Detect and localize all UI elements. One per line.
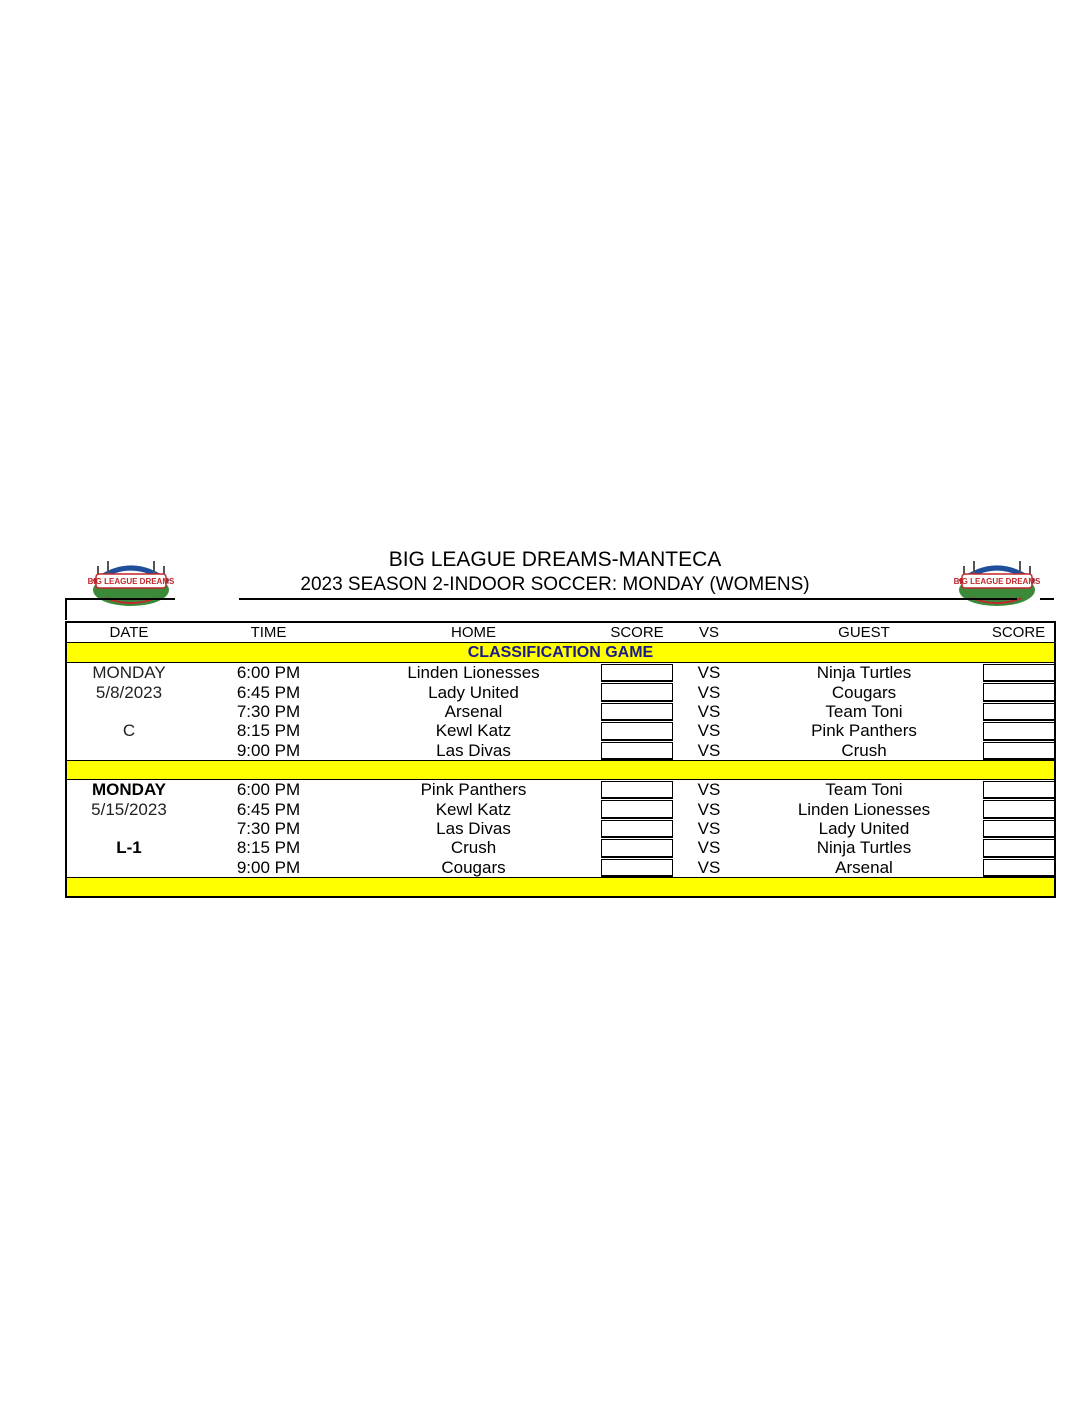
game-time: 8:15 PM [236,721,301,741]
vs-label: VS [697,682,721,702]
guest-score-box[interactable] [983,779,1055,799]
page-subtitle: 2023 SEASON 2-INDOOR SOCCER: MONDAY (WOMENS) [300,574,810,595]
home-score-box[interactable] [601,858,673,878]
guest-score-box[interactable] [983,858,1055,878]
home-score-box[interactable] [601,819,673,838]
game-time: 9:00 PM [236,857,301,877]
vs-label: VS [697,838,721,858]
home-team: Pink Panthers [420,780,527,800]
date-cell: MONDAY [92,663,166,683]
game-row [66,682,1055,701]
guest-team: Lady United [818,818,910,838]
guest-team: Team Toni [825,701,903,721]
date-cell: 5/15/2023 [91,799,167,819]
guest-team: Team Toni [825,780,903,800]
game-row [66,838,1055,857]
vs-label: VS [697,663,721,683]
col-header-home-score: SCORE [601,622,673,643]
guest-score-box[interactable] [983,702,1055,721]
vs-label: VS [697,799,721,819]
home-score-box[interactable] [601,702,673,721]
guest-team: Ninja Turtles [816,663,912,683]
game-time: 6:00 PM [236,663,301,683]
col-header-guest: GUEST [745,622,983,643]
col-header-vs: VS [673,622,745,643]
home-team: Arsenal [444,701,503,721]
col-header-home: HOME [346,622,601,643]
game-row [66,799,1055,818]
col-header-guest-score: SCORE [983,622,1055,643]
home-team: Cougars [441,857,506,877]
page-title: BIG LEAGUE DREAMS-MANTECA [388,548,722,571]
home-score-box[interactable] [601,779,673,799]
svg-text:BIG LEAGUE DREAMS: BIG LEAGUE DREAMS [953,577,1041,586]
week-separator-row [66,877,1055,897]
guest-team: Arsenal [835,857,893,877]
guest-score-box[interactable] [983,682,1055,701]
home-team: Linden Lionesses [407,663,540,683]
home-team: Las Divas [436,818,511,838]
guest-score-box[interactable] [983,799,1055,818]
game-time: 6:00 PM [236,780,301,800]
vs-label: VS [697,818,721,838]
game-time: 9:00 PM [236,740,301,760]
home-score-box[interactable] [601,838,673,857]
vs-label: VS [697,780,721,800]
game-time: 6:45 PM [236,799,301,819]
home-score-box[interactable] [601,663,673,683]
svg-text:BIG LEAGUE DREAMS: BIG LEAGUE DREAMS [87,577,175,586]
table-header-row [66,622,1055,643]
game-row [66,663,1055,683]
game-row [66,779,1055,799]
col-header-time: TIME [191,622,346,643]
schedule-table [65,621,1056,898]
date-cell [66,858,191,878]
classification-banner-row [66,643,1055,663]
home-team: Crush [450,838,497,858]
guest-team: Linden Lionesses [797,799,931,819]
home-team: Kewl Katz [435,799,512,819]
week-separator [66,877,1055,897]
week-separator [66,760,1055,779]
game-time: 7:30 PM [236,818,301,838]
home-score-box[interactable] [601,799,673,818]
week-separator-row [66,760,1055,779]
game-row [66,819,1055,838]
game-row [66,721,1055,740]
game-time: 8:15 PM [236,838,301,858]
guest-score-box[interactable] [983,721,1055,740]
game-row [66,741,1055,761]
guest-team: Pink Panthers [811,721,917,741]
guest-team: Ninja Turtles [816,838,912,858]
vs-label: VS [697,740,721,760]
guest-score-box[interactable] [983,741,1055,761]
vs-label: VS [697,701,721,721]
guest-team: Crush [841,740,887,760]
classification-banner: CLASSIFICATION GAME [66,643,1055,663]
date-cell [66,702,191,721]
guest-score-box[interactable] [983,819,1055,838]
home-team: Kewl Katz [435,721,512,741]
game-row [66,702,1055,721]
date-cell: L-1 [116,838,142,858]
vs-label: VS [697,857,721,877]
game-row [66,858,1055,878]
date-cell: 5/8/2023 [95,682,163,702]
date-cell: C [122,721,136,741]
guest-team: Cougars [831,682,897,702]
game-time: 7:30 PM [236,701,301,721]
date-cell [66,819,191,838]
home-team: Las Divas [436,740,511,760]
home-team: Lady United [428,682,519,702]
col-header-date: DATE [66,622,191,643]
home-score-box[interactable] [601,721,673,740]
guest-score-box[interactable] [983,838,1055,857]
date-cell: MONDAY [92,780,166,800]
vs-label: VS [697,721,721,741]
game-time: 6:45 PM [236,682,301,702]
frame-top-border [65,598,1054,602]
home-score-box[interactable] [601,682,673,701]
home-score-box[interactable] [601,741,673,761]
date-cell [66,741,191,761]
guest-score-box[interactable] [983,663,1055,683]
